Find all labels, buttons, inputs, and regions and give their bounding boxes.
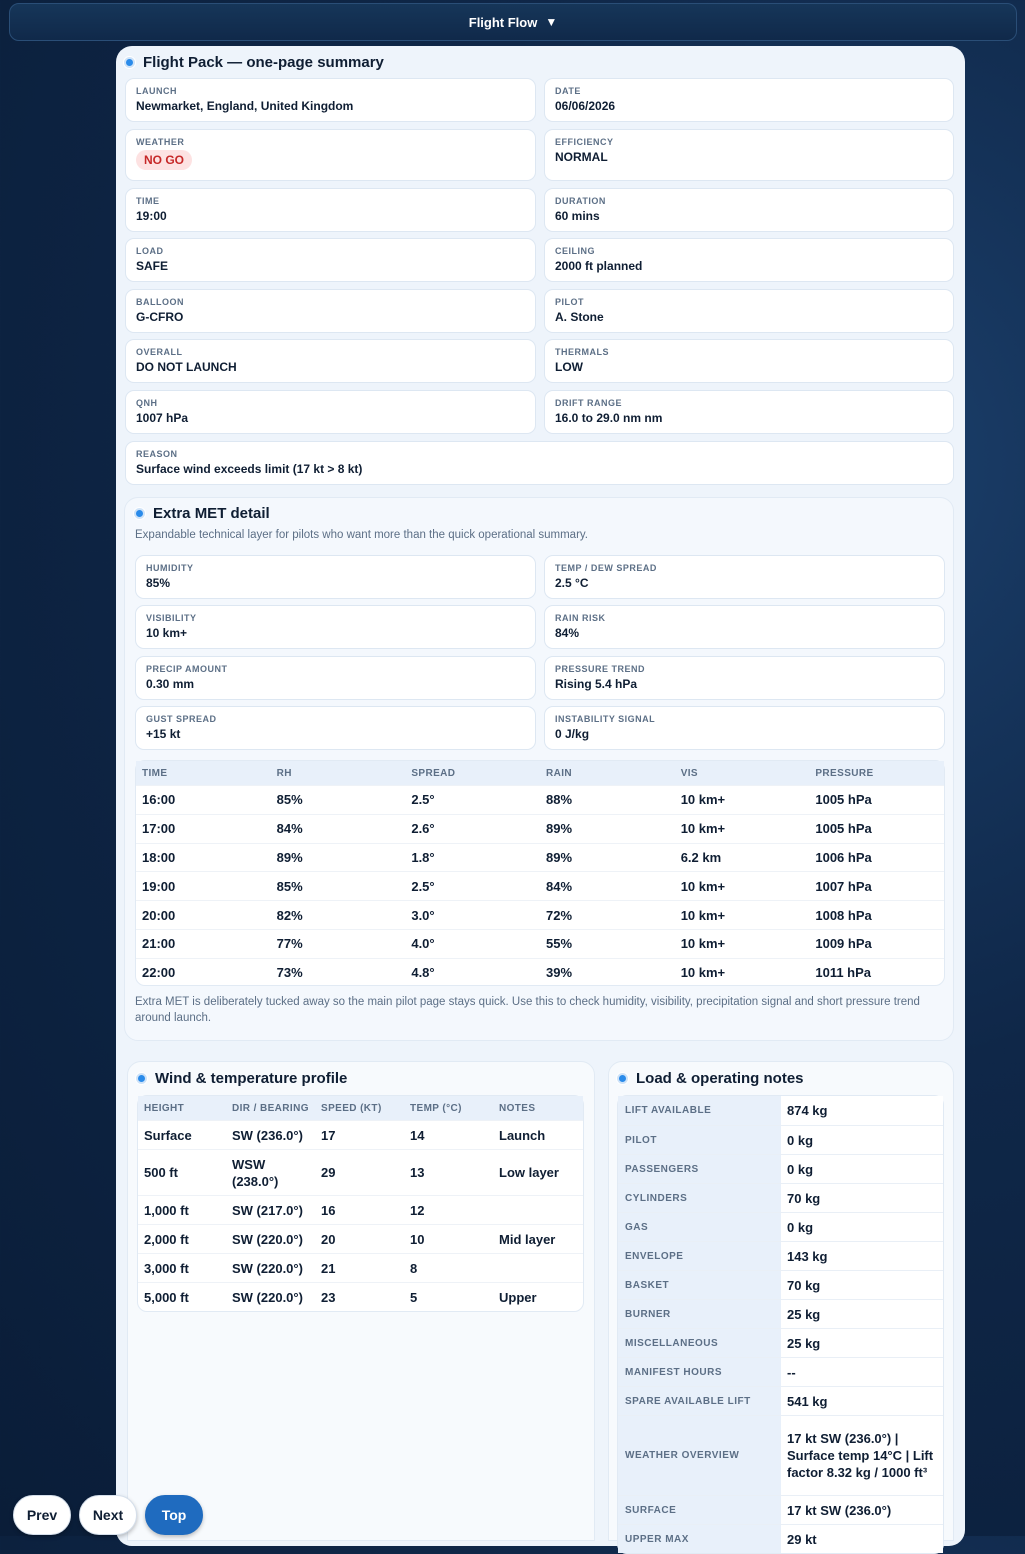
next-button[interactable]: Next — [79, 1495, 137, 1535]
row-key: MANIFEST HOURS — [618, 1358, 781, 1386]
table-cell: 22:00 — [142, 965, 176, 981]
table-cell: 21:00 — [142, 936, 176, 952]
field-label: LAUNCH — [136, 86, 177, 96]
field-label: OVERALL — [136, 347, 183, 357]
table-row — [136, 843, 944, 872]
table-cell: 17 — [321, 1127, 336, 1143]
field-value: G-CFRO — [136, 310, 184, 324]
table-cell: 3.0° — [411, 907, 435, 923]
row-value: 17 kt SW (236.0°) — [781, 1496, 943, 1524]
flight-flow-title: Flight Flow — [468, 14, 538, 30]
table-cell: 16:00 — [142, 792, 176, 808]
row-value: 541 kg — [781, 1387, 943, 1415]
row-key: BURNER — [618, 1300, 781, 1328]
load-header — [617, 1070, 804, 1087]
wind-title: Wind & temperature profile — [155, 1070, 348, 1087]
table-cell: 88% — [546, 792, 573, 808]
field-label: GUST SPREAD — [146, 714, 217, 724]
table-cell: 3,000 ft — [144, 1260, 189, 1276]
field-label: REASON — [136, 449, 178, 459]
table-cell: 13 — [410, 1165, 425, 1180]
field-value: 16.0 to 29.0 nm nm — [555, 411, 663, 425]
table-cell: 73% — [276, 965, 303, 981]
field-value: Rising 5.4 hPa — [555, 677, 638, 691]
row-value: 17 kt SW (236.0°) | Surface temp 14°C | Lift factor 8.32 kg / 1000 ft³ — [781, 1416, 943, 1495]
row-key: ENVELOPE — [618, 1242, 781, 1270]
column-header: TEMP (°C) — [410, 1102, 462, 1114]
table-cell: 82% — [276, 907, 303, 923]
field-overall — [125, 339, 536, 383]
table-cell: 5 — [410, 1289, 418, 1305]
table-cell: Launch — [499, 1127, 546, 1143]
row-value: 25 kg — [781, 1300, 943, 1328]
bullet-icon — [124, 57, 135, 68]
met-field-gust-spread — [135, 706, 536, 750]
field-label: TIME — [136, 196, 160, 206]
bullet-icon — [134, 508, 145, 519]
wind-header — [136, 1070, 347, 1087]
table-cell: 19:00 — [142, 878, 176, 894]
row-key: SURFACE — [618, 1496, 781, 1524]
row-key: CYLINDERS — [618, 1184, 781, 1212]
field-launch — [125, 78, 536, 122]
row-value: 143 kg — [781, 1242, 943, 1270]
table-row — [136, 871, 944, 900]
field-value: A. Stone — [555, 310, 604, 324]
field-label: QNH — [136, 398, 158, 408]
table-cell: 2.5° — [411, 878, 435, 894]
table-cell: 2,000 ft — [144, 1231, 189, 1247]
table-header — [138, 1096, 583, 1120]
row-value: 874 kg — [781, 1096, 943, 1125]
field-value: DO NOT LAUNCH — [136, 360, 237, 374]
flight-flow-dropdown[interactable] — [9, 3, 1017, 41]
met-title: Extra MET detail — [153, 505, 270, 522]
table-cell: 89% — [546, 849, 573, 865]
field-label: THERMALS — [555, 347, 609, 357]
bullet-icon — [136, 1073, 147, 1084]
table-cell: 6.2 km — [680, 849, 722, 865]
table-row — [138, 1253, 583, 1282]
field-value: Surface wind exceeds limit (17 kt > 8 kt) — [136, 462, 363, 476]
field-label: EFFICIENCY — [555, 137, 614, 147]
table-cell: 10 km+ — [680, 821, 726, 837]
table-cell: 1007 hPa — [815, 878, 872, 894]
table-row — [618, 1154, 943, 1183]
table-row — [138, 1149, 583, 1195]
table-cell: 1,000 ft — [144, 1202, 189, 1218]
table-cell: 18:00 — [142, 849, 176, 865]
field-label: CEILING — [555, 246, 596, 256]
table-cell: 21 — [321, 1260, 336, 1276]
table-cell: 1.8° — [411, 849, 435, 865]
table-cell: 10 km+ — [680, 907, 726, 923]
table-row — [618, 1386, 943, 1415]
field-weather — [125, 129, 536, 181]
table-header — [136, 761, 944, 785]
field-label: TEMP / DEW SPREAD — [555, 563, 657, 573]
table-cell: 16 — [321, 1202, 336, 1218]
met-field-instability — [544, 706, 945, 750]
table-cell: 14 — [410, 1127, 425, 1143]
table-cell: 85% — [276, 792, 303, 808]
row-value: 25 kg — [781, 1329, 943, 1357]
table-row — [136, 785, 944, 814]
field-label: WEATHER — [136, 137, 185, 147]
column-header: VIS — [680, 767, 699, 779]
table-row — [618, 1125, 943, 1154]
row-value: -- — [781, 1358, 943, 1386]
met-note: Extra MET is deliberately tucked away so the main pilot page stays quick. Use this to check humidity, visibility, precipitation signal and short pressure trend around launch. — [135, 996, 920, 1024]
row-key: UPPER MAX — [618, 1525, 781, 1553]
field-value: LOW — [555, 360, 583, 374]
field-ceiling — [544, 238, 954, 282]
field-label: INSTABILITY SIGNAL — [555, 714, 656, 724]
table-cell: 10 km+ — [680, 878, 726, 894]
table-cell: SW (220.0°) — [232, 1260, 303, 1276]
field-label: PILOT — [555, 297, 584, 307]
table-cell: 10 km+ — [680, 965, 726, 981]
row-key: GAS — [618, 1213, 781, 1241]
summary-title: Flight Pack — one-page summary — [143, 54, 384, 71]
row-key: LIFT AVAILABLE — [618, 1096, 781, 1125]
table-cell: SW (220.0°) — [232, 1289, 303, 1305]
field-value: +15 kt — [146, 727, 181, 741]
field-thermals — [544, 339, 954, 383]
table-row — [138, 1120, 583, 1149]
field-label: PRESSURE TREND — [555, 664, 646, 674]
table-cell: 20:00 — [142, 907, 176, 923]
field-value: 2000 ft planned — [555, 259, 643, 273]
table-cell: SW (236.0°) — [232, 1127, 303, 1143]
row-key: MISCELLANEOUS — [618, 1329, 781, 1357]
field-value: 19:00 — [136, 209, 167, 223]
row-value: 0 kg — [781, 1213, 943, 1241]
load-notes-table — [617, 1095, 944, 1554]
column-header: DIR / BEARING — [232, 1102, 309, 1114]
met-field-humidity — [135, 555, 536, 599]
table-row — [136, 900, 944, 929]
met-field-precip — [135, 656, 536, 700]
field-label: HUMIDITY — [146, 563, 194, 573]
table-cell: Upper — [499, 1289, 537, 1305]
table-row — [138, 1195, 583, 1224]
table-row — [618, 1241, 943, 1270]
field-duration — [544, 188, 954, 232]
table-row — [618, 1299, 943, 1328]
field-label: VISIBILITY — [146, 613, 197, 623]
top-button[interactable]: Top — [145, 1495, 203, 1535]
table-row — [136, 929, 944, 958]
met-field-visibility — [135, 605, 536, 649]
field-date — [544, 78, 954, 122]
row-key: WEATHER OVERVIEW — [618, 1416, 781, 1495]
table-row — [618, 1183, 943, 1212]
column-header: TIME — [142, 767, 168, 779]
table-cell: 89% — [276, 849, 303, 865]
table-row — [136, 958, 944, 987]
table-row — [618, 1495, 943, 1524]
row-key: BASKET — [618, 1271, 781, 1299]
field-value: SAFE — [136, 259, 169, 273]
field-label: PRECIP AMOUNT — [146, 664, 228, 674]
table-cell: 20 — [321, 1231, 336, 1247]
table-cell: 2.6° — [411, 821, 435, 837]
table-cell: 1006 hPa — [815, 849, 872, 865]
table-row — [618, 1328, 943, 1357]
field-label: BALLOON — [136, 297, 184, 307]
table-cell: 5,000 ft — [144, 1289, 189, 1305]
field-value: NORMAL — [555, 150, 608, 164]
field-value: 0.30 mm — [146, 677, 195, 691]
table-row — [618, 1270, 943, 1299]
table-cell: Mid layer — [499, 1231, 556, 1247]
column-header: NOTES — [499, 1102, 536, 1114]
table-row — [618, 1212, 943, 1241]
field-value: Newmarket, England, United Kingdom — [136, 99, 354, 113]
table-row — [136, 814, 944, 843]
table-row — [618, 1357, 943, 1386]
met-field-rain-risk — [544, 605, 945, 649]
row-value: 0 kg — [781, 1126, 943, 1154]
field-reason — [125, 441, 954, 485]
table-cell: 85% — [276, 878, 303, 894]
row-key: SPARE AVAILABLE LIFT — [618, 1387, 781, 1415]
table-cell: Surface — [144, 1127, 192, 1143]
table-cell: 1008 hPa — [815, 907, 872, 923]
table-cell: 77% — [276, 936, 303, 952]
field-label: LOAD — [136, 246, 164, 256]
table-cell: 10 — [410, 1231, 425, 1247]
table-cell: 29 — [321, 1165, 336, 1180]
field-value: 60 mins — [555, 209, 600, 223]
field-label: RAIN RISK — [555, 613, 606, 623]
met-hourly-table — [135, 760, 945, 986]
table-cell: 2.5° — [411, 792, 435, 808]
table-cell: 17:00 — [142, 821, 176, 837]
table-cell: 500 ft — [144, 1165, 178, 1180]
column-header: RAIN — [546, 767, 573, 779]
bullet-icon — [617, 1073, 628, 1084]
table-cell: 84% — [546, 878, 573, 894]
load-title: Load & operating notes — [636, 1070, 804, 1087]
column-header: HEIGHT — [144, 1102, 185, 1114]
field-load — [125, 238, 536, 282]
field-value: 2.5 °C — [555, 576, 589, 590]
field-value: 06/06/2026 — [555, 99, 616, 113]
row-value: 70 kg — [781, 1271, 943, 1299]
table-cell: SW (217.0°) — [232, 1202, 303, 1218]
summary-header — [124, 54, 384, 71]
table-cell: 1005 hPa — [815, 792, 872, 808]
field-value: 1007 hPa — [136, 411, 189, 425]
field-value: 10 km+ — [146, 626, 188, 640]
field-label: DATE — [555, 86, 581, 96]
prev-button[interactable]: Prev — [13, 1495, 71, 1535]
field-qnh — [125, 390, 536, 434]
table-row — [618, 1524, 943, 1553]
met-field-spread — [544, 555, 945, 599]
table-cell: 1011 hPa — [815, 965, 872, 981]
column-header: SPEED (KT) — [321, 1102, 382, 1114]
table-cell: 39% — [546, 965, 573, 981]
table-cell: 1005 hPa — [815, 821, 872, 837]
status-badge: NO GO — [136, 150, 192, 170]
row-key: PASSENGERS — [618, 1155, 781, 1183]
field-pilot — [544, 289, 954, 333]
table-cell: 84% — [276, 821, 303, 837]
field-label: DURATION — [555, 196, 606, 206]
row-key: PILOT — [618, 1126, 781, 1154]
field-value: 0 J/kg — [555, 727, 590, 741]
table-cell: 55% — [546, 936, 573, 952]
field-value: 85% — [146, 576, 171, 590]
table-row — [138, 1282, 583, 1311]
table-cell: 1009 hPa — [815, 936, 872, 952]
table-cell: 8 — [410, 1260, 418, 1276]
met-subtitle: Expandable technical layer for pilots who want more than the quick operational summary. — [135, 529, 588, 541]
wind-profile-table — [137, 1095, 584, 1312]
table-cell: SW (220.0°) — [232, 1231, 303, 1247]
table-row — [618, 1415, 943, 1495]
table-cell: WSW (238.0°) — [232, 1156, 279, 1189]
column-header: RH — [276, 767, 292, 779]
column-header: PRESSURE — [815, 767, 874, 779]
met-header[interactable] — [134, 505, 270, 522]
field-drift-range — [544, 390, 954, 434]
row-value: 29 kt — [781, 1525, 943, 1553]
met-field-pressure-trend — [544, 656, 945, 700]
table-cell: 89% — [546, 821, 573, 837]
table-row — [138, 1224, 583, 1253]
field-balloon — [125, 289, 536, 333]
table-cell: 10 km+ — [680, 936, 726, 952]
table-row — [618, 1096, 943, 1125]
table-cell: 4.0° — [411, 936, 435, 952]
table-cell: 4.8° — [411, 965, 435, 981]
table-cell: 12 — [410, 1202, 425, 1218]
field-time — [125, 188, 536, 232]
table-cell: 72% — [546, 907, 573, 923]
column-header: SPREAD — [411, 767, 456, 779]
table-cell: 23 — [321, 1289, 336, 1305]
chevron-down-icon: ▼ — [545, 15, 558, 29]
field-efficiency — [544, 129, 954, 181]
table-cell: 10 km+ — [680, 792, 726, 808]
field-label: DRIFT RANGE — [555, 398, 622, 408]
field-value: 84% — [555, 626, 580, 640]
row-value: 0 kg — [781, 1155, 943, 1183]
row-value: 70 kg — [781, 1184, 943, 1212]
table-cell: Low layer — [499, 1165, 559, 1180]
